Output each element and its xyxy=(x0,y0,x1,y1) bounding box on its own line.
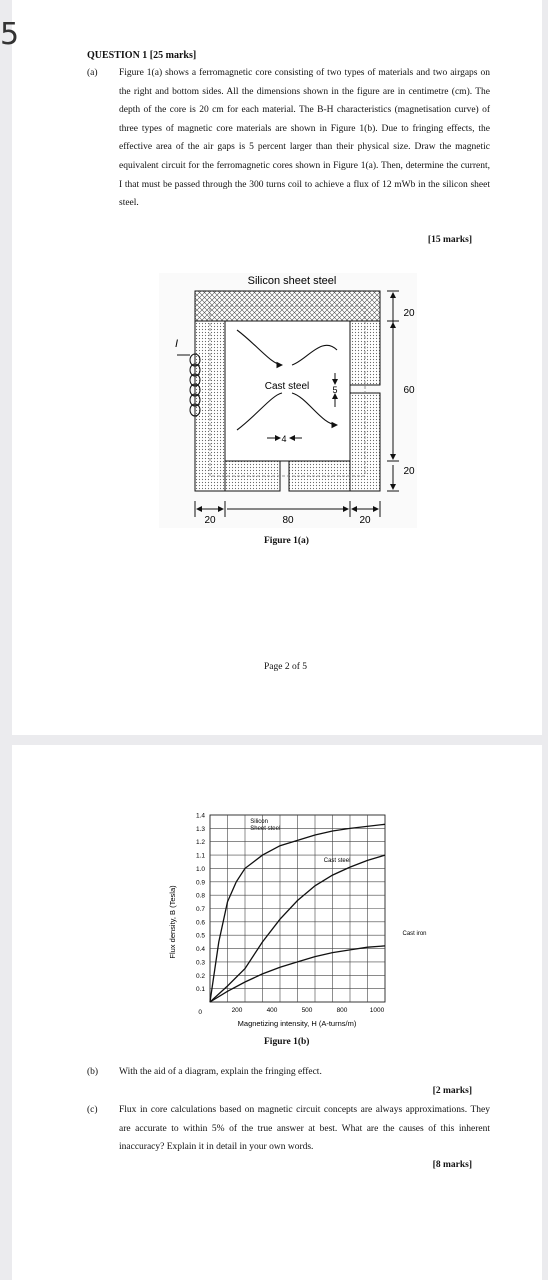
series-label-2: Cast iron xyxy=(402,931,427,938)
y-tick-label: 1.3 xyxy=(195,825,205,833)
y-tick-label: 1.2 xyxy=(195,839,205,847)
x-tick-label: 500 xyxy=(301,1007,313,1014)
silicon-sheet-steel-title: Silicon sheet steel xyxy=(247,275,337,287)
document-page-3 xyxy=(12,745,542,1280)
part-b-text: With the aid of a diagram, explain the fringing effect. xyxy=(119,1067,322,1077)
part-c-text: Flux in core calculations based on magnetic circuit concepts are always approximations. They are accurate to within 5% of the true answer at best. What are the causes of this inherent inaccuracy? Explain it in detail in your own words. xyxy=(119,1105,490,1153)
y-tick-label: 1.0 xyxy=(195,865,205,873)
x-tick-label: 800 xyxy=(336,1007,348,1014)
page-footer: Page 2 of 5 xyxy=(264,662,308,672)
corner-page-number: 5 xyxy=(0,17,20,52)
y-tick-label: 0.7 xyxy=(195,906,205,913)
cast-steel-label: Cast steel xyxy=(264,381,310,392)
dim-right-bottom: 20 xyxy=(403,466,415,477)
part-c-label: (c) xyxy=(87,1105,98,1115)
x-tick-label: 200 xyxy=(231,1007,243,1014)
dim-right-top: 20 xyxy=(403,308,415,319)
y-tick-label: 0.6 xyxy=(195,919,205,927)
y-tick-label: 0.2 xyxy=(195,972,205,980)
dim-bottom-mid: 80 xyxy=(282,515,294,526)
figure-1a-caption: Figure 1(a) xyxy=(264,536,309,546)
y-tick-label: 1.1 xyxy=(195,852,205,860)
part-b-marks: [2 marks] xyxy=(432,1086,472,1096)
y-tick-label: 0.9 xyxy=(195,879,205,887)
x-axis-label: Magnetizing intensity, H (A-turns/m) xyxy=(237,1019,357,1028)
y-tick-label: 0.3 xyxy=(195,959,205,967)
y-tick-label: 0.4 xyxy=(195,946,205,954)
y-ticks xyxy=(196,813,205,1017)
y-tick-label: 0.5 xyxy=(195,932,205,940)
question-title: QUESTION 1 [25 marks] xyxy=(87,50,197,61)
current-label: I xyxy=(175,338,179,350)
y-tick-label: 0.8 xyxy=(195,892,205,900)
figure-1b-caption: Figure 1(b) xyxy=(264,1037,310,1047)
chart-grid xyxy=(210,815,385,1002)
series-label-1: Cast steel xyxy=(323,857,351,864)
x-ticks xyxy=(232,1007,385,1014)
series-label-0: Sheet steel xyxy=(250,826,281,833)
x-tick-label: 400 xyxy=(266,1007,278,1014)
dim-right-mid: 60 xyxy=(403,385,415,396)
y-zero-label: 0 xyxy=(198,1009,202,1016)
figure-1a-diagram xyxy=(147,265,437,530)
dim-bottom-left: 20 xyxy=(204,515,216,526)
part-a-text: Figure 1(a) shows a ferromagnetic core consisting of two types of materials and two airgaps on the right and bottom sides. All the dimensions shown in the figure are in centimetre (cm). The depth of the core is 20 cm for each material. The B-H characteristics (magnetisation curve) of three types of magnetic core materials are shown in Figure 1(b). Due to fringing effects, the effective area of the air gaps is 5 percent larger than their physical size. Draw the magnetic equivalent circuit for the ferromagnetic cores shown in Figure 1(a). Then, determine the current, I that must be passed through the 300 turns coil to achieve a flux of 12 mWb in the silicon sheet steel. xyxy=(119,68,490,209)
x-tick-label: 1000 xyxy=(369,1007,385,1014)
part-a-label: (a) xyxy=(87,68,98,78)
dim-bottom-right: 20 xyxy=(359,515,371,526)
figure-1b-bh-chart xyxy=(160,807,427,1037)
part-c-marks: [8 marks] xyxy=(432,1160,472,1170)
gap-right-label: 5 xyxy=(332,385,338,395)
series-label-0: Silicon xyxy=(250,819,268,826)
y-tick-label: 1.4 xyxy=(195,812,205,820)
gap-bottom-label: 4 xyxy=(281,434,287,444)
document-page-2 xyxy=(12,0,542,735)
y-tick-label: 0.1 xyxy=(195,986,205,994)
series-labels xyxy=(250,819,426,937)
part-a-marks: [15 marks] xyxy=(427,235,472,245)
y-axis-label: Flux density, B (Tesla) xyxy=(168,885,177,959)
part-b-label: (b) xyxy=(87,1067,99,1077)
